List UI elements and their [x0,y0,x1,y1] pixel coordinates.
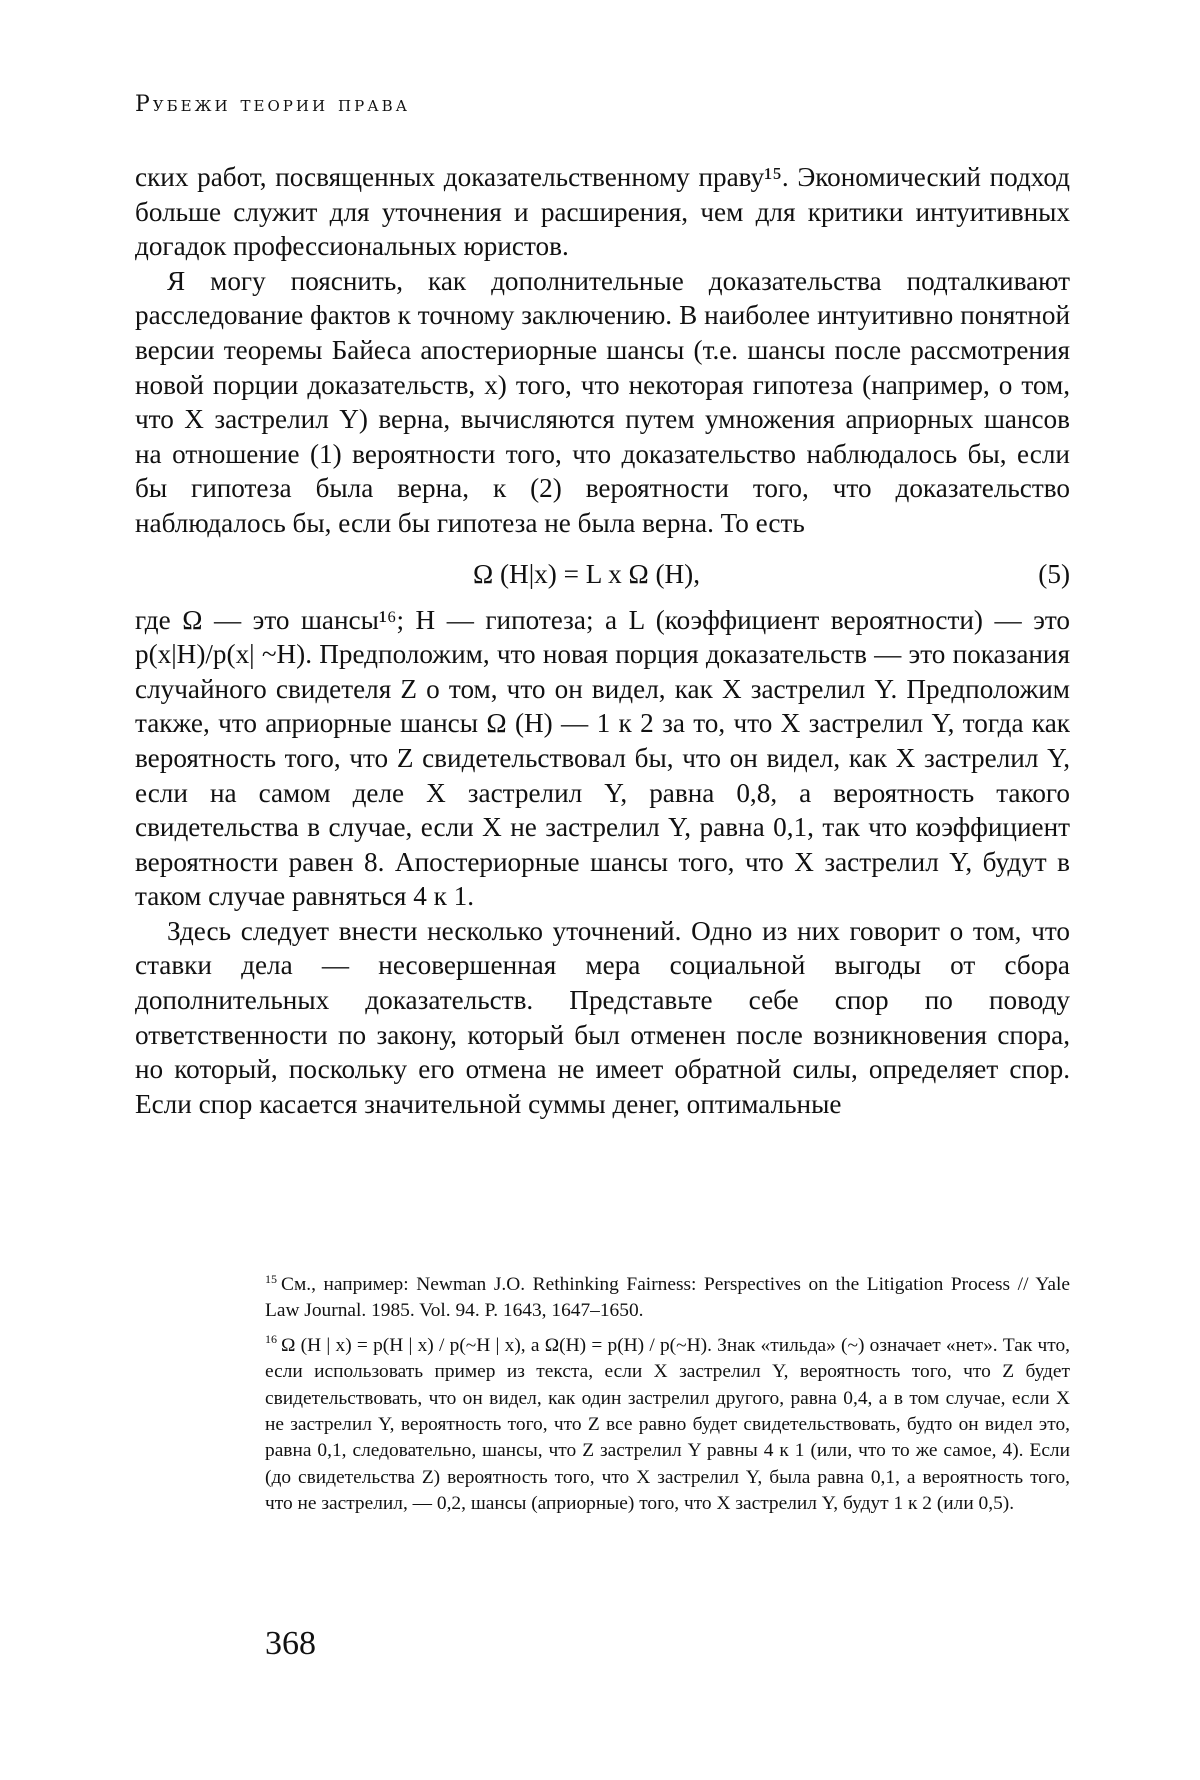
running-head: Рубежи теории права [135,92,410,117]
paragraph-4: Здесь следует внести несколько уточнений. Одно из них говорит о том, что ставки дела — несовершенная мера социальной выгоды от сбора дополнительных доказательств. Представьте себе спор по поводу ответственности по закону, который был отменен после возникновения спора, но который, поскольку его отмена не имеет обратной силы, определяет спор. Если спор касается значительной суммы денег, оптимальные [135,915,1070,1119]
footnote-marker: 16 [265,1332,278,1347]
page-number: 368 [265,1625,316,1662]
footnote-text: Ω (H | x) = p(H | x) / p(~H | x), а Ω(H) = p(H) / p(~H). Знак «тильда» (~) означает «нет». Так что, если использовать пример из текста, если X застрелил Y, вероятность того, что Z будет свидетельствовать, что он видел, как один застрелил другого, равна 0,4, а в том случае, если X не застрелил Y, вероятность того, что Z все равно будет свидетельствовать, будто он видел это, равна 0,1, следовательно, шансы, что Z застрелил Y равны 4 к 1 (или, что то же самое, 4). Если (до свидетельства Z) вероятность того, что X застрелил Y, была равна 0,1, а вероятность того, что не застрелил, — 0,2, шансы (априорные) того, что X застрелил Y, будут 1 к 2 (или 0,5). [265,1334,1070,1515]
main-text [135,160,1070,1121]
paragraph-2: Я могу пояснить, как дополнительные доказательства подталкивают расследование фактов к точному заключению. В наиболее интуитивно понятной версии теоремы Байеса апостериорные шансы (т.е. шансы после рассмотрения новой порции доказательств, x) того, что некоторая гипотеза (например, о том, что X застрелил Y) верна, вычисляются путем умножения априорных шансов на отношение (1) вероятности того, что доказательство наблюдалось бы, если бы гипотеза была верна, к (2) вероятности того, что доказательство наблюдалось бы, если бы гипотеза не была верна. То есть [135,265,1070,538]
paragraph-1: ских работ, посвященных доказательственному праву¹⁵. Экономический подход больше служит для уточнения и расширения, чем для критики интуитивных догадок профессиональных юристов. [135,162,1070,262]
footnotes [265,1272,1070,1526]
footnote-marker: 15 [265,1271,278,1286]
equation-number: (5) [1038,558,1070,589]
bayes-formula: Ω (H|x) = L x Ω (H), [473,558,701,589]
equation-row [135,549,1070,599]
footnote-text: См., например: Newman J.O. Rethinking Fairness: Perspectives on the Litigation Process // Yale Law Journal. 1985. Vol. 94. P. 1643, 1647–1650. [265,1274,1070,1322]
footnote-16 [265,1333,1070,1518]
paragraph-3: где Ω — это шансы¹⁶; H — гипотеза; а L (коэффициент вероятности) — это p(x|H)/p(x| ~H). Предположим, что новая порция доказательств — это показания случайного свидетеля Z о том, что он видел, как X застрелил Y. Предположим также, что априорные шансы Ω (H) — 1 к 2 за то, что X застрелил Y, тогда как вероятность того, что Z свидетельствовал бы, что он видел, как X застрелил Y, если на самом деле X застрелил Y, равна 0,8, а вероятность такого свидетельства в случае, если X не застрелил Y, равна 0,1, так что коэффициент вероятности равен 8. Апостериорные шансы того, что X застрелил Y, будут в таком случае равняться 4 к 1. [135,604,1070,912]
footnote-15 [265,1272,1070,1325]
